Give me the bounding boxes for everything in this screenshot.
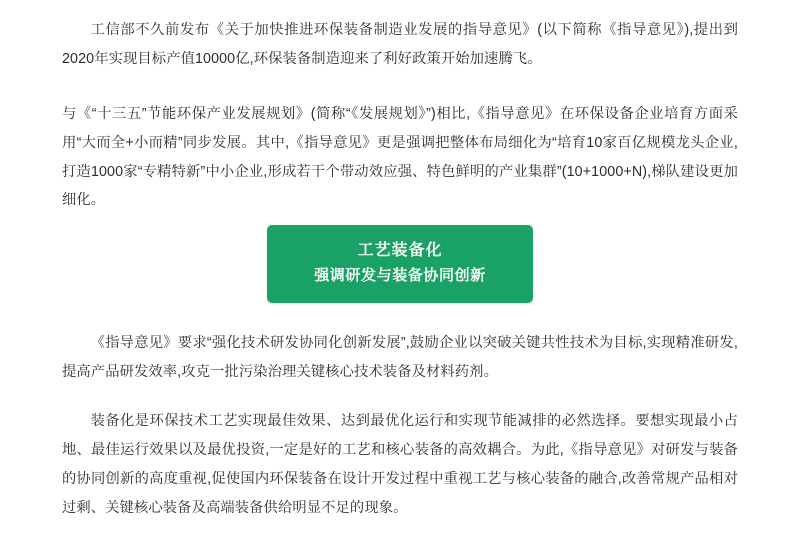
banner-card — [267, 225, 533, 303]
section-banner — [62, 225, 738, 303]
banner-title: 工艺装备化 — [357, 242, 443, 260]
paragraph-3: 《指导意见》要求“强化技术研发协同化创新发展”,鼓励企业以突破关键共性技术为目标,实现精准研发,提高产品研发效率,攻克一批污染治理关键核心技术装备及材料药剂。 — [62, 335, 738, 381]
paragraph-2: 与《“十三五”节能环保产业发展规划》(简称“《发展规划》”)相比,《指导意见》在环保设备企业培育方面采用“大而全+小而精”同步发展。其中,《指导意见》更是强调把整体布局细化为“培育10家百亿规模龙头企业,打造1000家“专精特新”中小企业,形成若干个带动效应强、特色鲜明的产业集群”(10+1000+N),梯队建设更加细化。 — [62, 105, 738, 209]
banner-subtitle: 强调研发与装备协同创新 — [314, 267, 486, 285]
paragraph-4: 装备化是环保技术工艺实现最佳效果、达到最优化运行和实现节能减排的必然选择。要想实现最小占地、最佳运行效果以及最优投资,一定是好的工艺和核心装备的高效耦合。为此,《指导意见》对研发与装备的协同创新的高度重视,促使国内环保装备在设计开发过程中重视工艺与核心装备的融合,改善常规产品相对过剩、关键核心装备及高端装备供给明显不足的现象。 — [62, 413, 738, 516]
paragraph-1: 工信部不久前发布《关于加快推进环保装备制造业发展的指导意见》(以下简称《指导意见》),提出到2020年实现目标产值10000亿,环保装备制造迎来了利好政策开始加速腾飞。 — [62, 22, 738, 67]
